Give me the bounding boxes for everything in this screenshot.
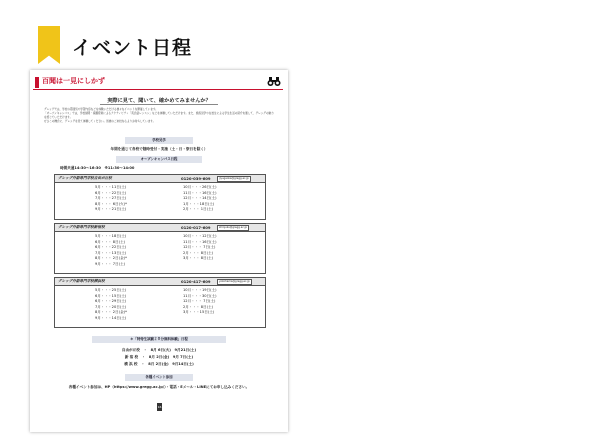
dates-left — [95, 288, 127, 322]
date-item: 6月・・・22日(土) — [95, 245, 127, 250]
date-item: 7月・・・13日(土) — [95, 250, 127, 255]
date-item: 8月・・・ 2日(金)* — [95, 256, 127, 261]
date-item: 3月・・・15日(土) — [183, 310, 215, 315]
exam-pill: ＊「特待生試験２０分無料体験」日程 — [92, 336, 226, 343]
page-title: イベント日程 — [72, 37, 193, 59]
date-item: 2月・・・ 1日(土) — [183, 207, 214, 212]
intro-paragraph: 「オープンキャンパス」では、学校説明・模擬授業によるアクティビティ「英会話レッスン」などを体験していただけます。また、施設見学や在校生による学生生活の紹介を通して、グレッグの魅力を感じていただけます。 — [44, 112, 274, 120]
intro-text — [44, 108, 276, 124]
school-name: グレッグ外語専門学校自由が丘校 — [58, 176, 112, 180]
dates-left — [95, 234, 127, 268]
date-item: 11月・・・16日(土) — [183, 239, 217, 244]
school-box-yokohama — [54, 277, 266, 328]
date-item: 7月・・・27日(土) — [95, 196, 127, 201]
dates-right — [183, 288, 217, 316]
date-item: 2月・・・ 8日(土) — [183, 250, 214, 255]
dates-right — [183, 185, 217, 213]
date-item: 5月・・・11日(土) — [95, 185, 127, 189]
binoculars-icon — [267, 76, 281, 87]
bookmark-icon — [38, 26, 60, 64]
school-box-shinjuku — [54, 223, 266, 274]
date-item: 6月・・・22日(土) — [95, 190, 127, 195]
exam-row: 横 浜 校 ・ 8月 2日(金) 9月14日(土) — [124, 362, 194, 366]
intro-paragraph: ぜひこの機会に、グレッグを見て体験してください。皆様のご来校を心よりお待ちしています。 — [44, 120, 156, 124]
date-item: 12月・・・14日(土) — [183, 196, 217, 201]
date-item: 5月・・・25日(土) — [95, 288, 127, 292]
date-item: 10月・・・12日(土) — [183, 234, 217, 238]
school-visit-text: 年間を通じて各校で随時受付・実施（土・日・祭日を除く） — [110, 147, 208, 151]
date-item: 8月・・・ 6日(火)* — [95, 201, 127, 206]
school-email: shinjuku@gregg.ac.jp — [219, 226, 247, 230]
section-banner — [33, 76, 283, 90]
date-item: 12月・・・ 7日(土) — [183, 245, 216, 250]
date-item: 9月・・・14日(土) — [95, 315, 127, 320]
date-item: 6月・・・15日(土) — [95, 293, 127, 298]
school-phone: 0120-417-609 — [181, 279, 211, 284]
date-item: 8月・・・ 2日(金)* — [95, 310, 127, 315]
open-campus-time: 時間共通14:30～16:30 ※11:30～14:00 — [60, 166, 135, 170]
dates-left — [95, 185, 127, 213]
school-name: グレッグ外語専門学校横浜校 — [58, 279, 105, 283]
date-item: 10月・・・26日(土) — [183, 185, 217, 189]
dates-right — [183, 234, 217, 262]
open-campus-pill: オープンキャンパス日程 — [116, 156, 202, 163]
intro-paragraph: グレッグでは、学校の雰囲気や学習内容などを体験いただける様々なイベントを開催しています。 — [44, 108, 158, 111]
date-item: 2月・・・ 8日(土) — [183, 304, 214, 309]
date-item: 6月・・・29日(土) — [95, 299, 127, 304]
registration-text: 各種イベント参加は、HP（https://www.gregg.ac.jp/）・電話・Eメール・LINEにてお申し込みください。 — [68, 385, 250, 389]
date-item: 3月・・・ 8日(土) — [183, 256, 214, 261]
school-email: jiyugaoka@gregg.ac.jp — [219, 177, 249, 181]
date-item: 5月・・・18日(土) — [95, 234, 127, 238]
exam-row: 自由が丘校 ・ 8月 6日(火) 9月21日(土) — [121, 348, 197, 352]
banner-title: 百聞は一見にしかず — [42, 77, 105, 85]
school-email: yokohama@gregg.ac.jp — [219, 280, 250, 284]
registration-pill: 各種イベント参加 — [125, 374, 193, 381]
date-item: 9月・・・21日(土) — [95, 207, 127, 212]
school-box-jiyugaoka — [54, 174, 266, 220]
date-item: 6月・・・ 8日(土) — [95, 239, 126, 244]
date-item: 11月・・・30日(土) — [183, 293, 217, 298]
exam-row: 新 宿 校 ・ 8月 2日(金) 9月 7日(土) — [124, 355, 194, 359]
school-header — [55, 278, 265, 286]
page-number: 16 — [157, 405, 162, 409]
school-visit-pill: 学校見学 — [125, 137, 193, 144]
school-name: グレッグ外語専門学校新宿校 — [58, 225, 105, 229]
school-header — [55, 224, 265, 232]
school-phone: 0120-039-609 — [181, 176, 211, 181]
document-page — [30, 70, 288, 432]
school-phone: 0120-017-609 — [181, 225, 211, 230]
date-item: 11月・・・16日(土) — [183, 190, 217, 195]
date-item: 12月・・・ 7日(土) — [183, 299, 216, 304]
date-item: 9月・・・ 7日(土) — [95, 261, 126, 266]
date-item: 1月・・・18日(土) — [183, 201, 215, 206]
sub-heading: 実際に見て、聞いて、確かめてみませんか？ — [107, 98, 211, 104]
date-item: 7月・・・20日(土) — [95, 304, 127, 309]
date-item: 10月・・・19日(土) — [183, 288, 217, 292]
school-header — [55, 175, 265, 183]
divider — [100, 104, 218, 105]
banner-mark — [35, 77, 39, 88]
